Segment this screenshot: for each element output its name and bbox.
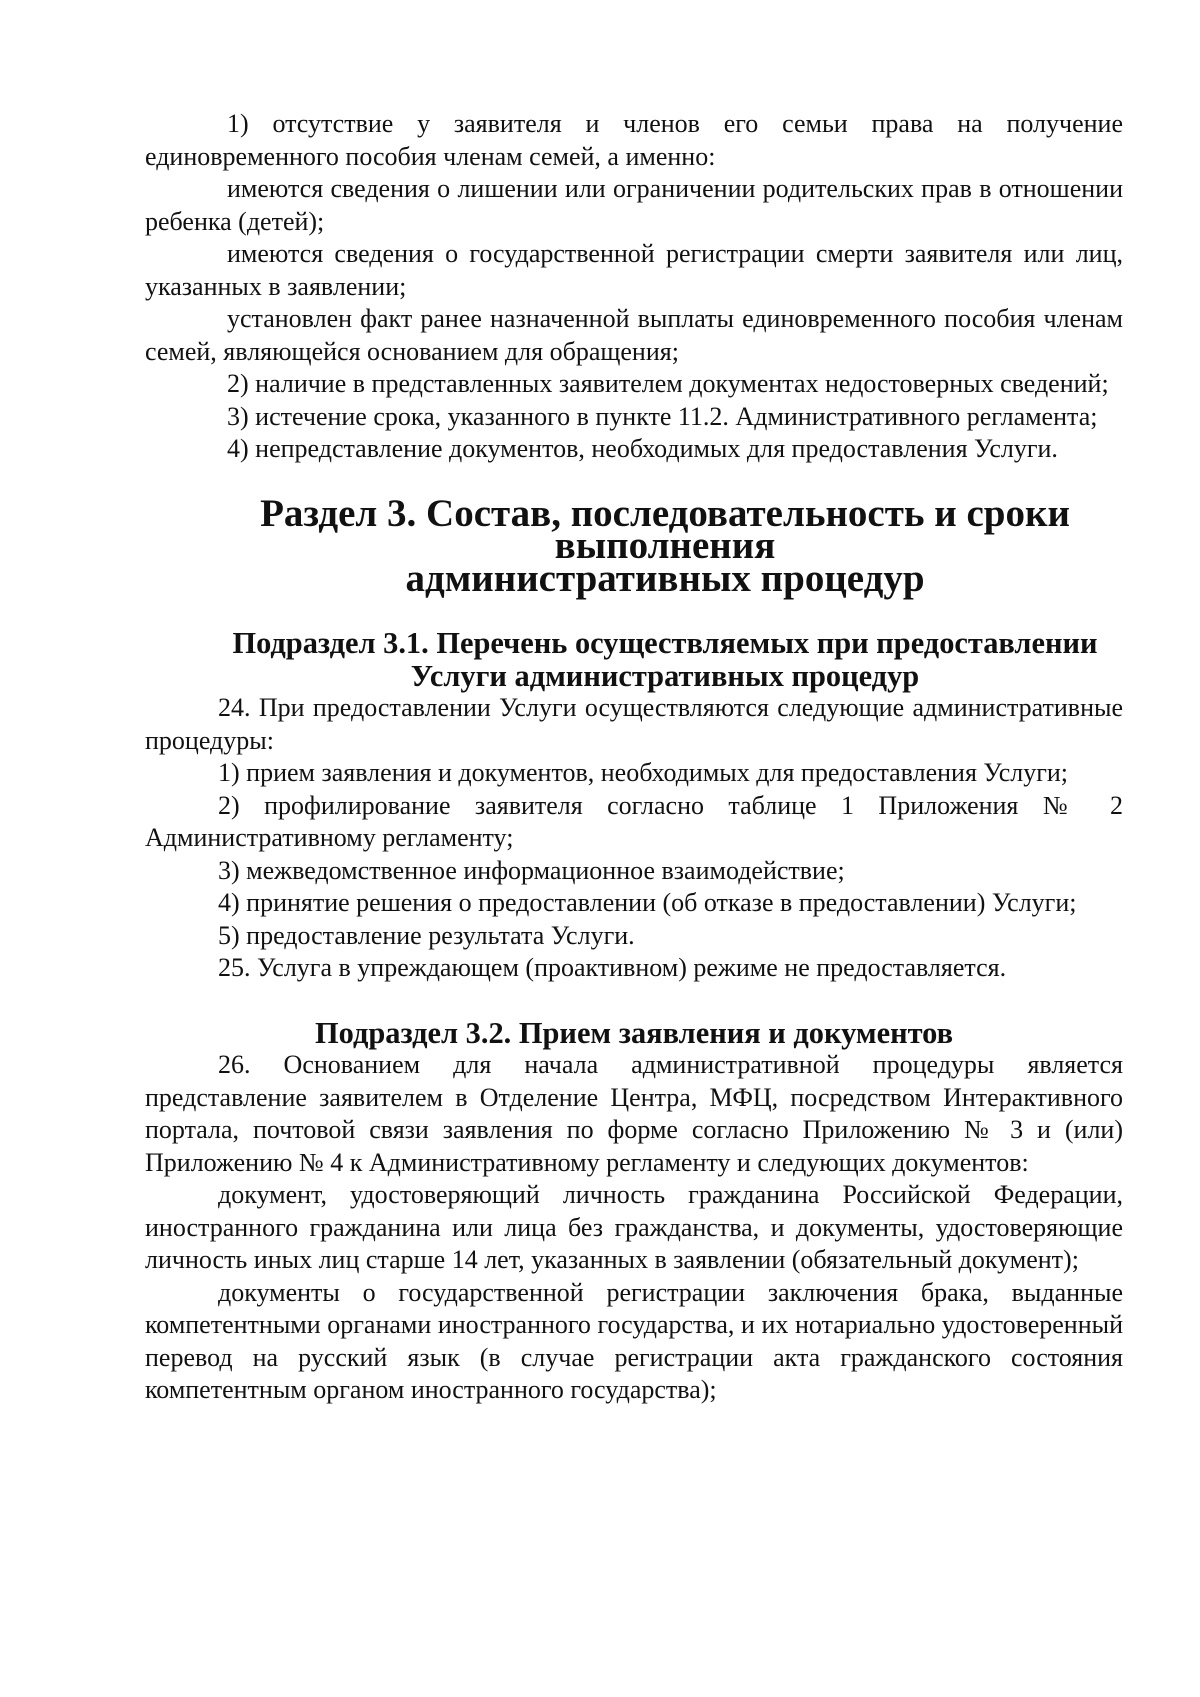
subsection-3-2-heading-title: Подраздел 3.2. Прием заявления и документов: [314, 1015, 954, 1050]
section-3-heading: [145, 491, 1123, 600]
paragraph-marriage-documents: документы о государственной регистрации заключения брака, выданные компетентными органами иностранного государства, и их нотариально удостоверенный перевод на русский язык (в случае регистрации акта гражданского состояния компетентным органом иностранного государства);: [145, 1277, 1123, 1404]
subsection-3-2-heading: [145, 1017, 1123, 1050]
paragraph-1-no-right: 1) отсутствие у заявителя и членов его семьи права на получение единовременного пособия членам семей, а именно:: [145, 109, 1123, 171]
paragraph-prior-payment: установлен факт ранее назначенной выплаты единовременного пособия членам семей, являющейся основанием для обращения;: [145, 304, 1123, 366]
paragraph-26-grounds: 26. Основанием для начала административной процедуры является представление заявителем в Отделение Центра, МФЦ, посредством Интерактивного портала, почтовой связи заявления по форме согласно Приложению № 3 и (или) Приложению № 4 к Административному регламенту и следующих документов:: [145, 1050, 1123, 1177]
paragraph-3-deadline-expired: 3) истечение срока, указанного в пункте 11.2. Административного регламента;: [227, 401, 1098, 431]
subsection-3-1-heading-line-1: Подраздел 3.1. Перечень осуществляемых при предоставлении: [232, 626, 1098, 660]
procedure-4-decision: 4) принятие решения о предоставлении (об отказе в предоставлении) Услуги;: [218, 888, 1077, 917]
subsection-3-1-heading-line-2: Услуги административных процедур: [410, 658, 920, 693]
paragraph-4-missing-documents: 4) непредставление документов, необходимых для предоставления Услуги.: [227, 434, 1058, 463]
paragraph-death-registration: имеются сведения о государственной регистрации смерти заявителя или лиц, указанных в заявлении;: [145, 239, 1123, 301]
procedure-1-reception: 1) прием заявления и документов, необходимых для предоставления Услуги;: [218, 758, 1069, 787]
section-3-heading-line-1: Раздел 3. Состав, последовательность и сроки выполнения: [260, 491, 1070, 567]
procedure-2-profiling: 2) профилирование заявителя согласно таблице 1 Приложения № 2 Административному регламенту;: [145, 790, 1123, 852]
section-3-heading-line-2: административных процедур: [405, 556, 925, 600]
document-page: [145, 108, 1123, 1407]
paragraph-25-proactive: 25. Услуга в упреждающем (проактивном) режиме не предоставляется.: [218, 953, 1007, 982]
subsection-3-1-heading: [145, 627, 1123, 692]
paragraph-24-procedures: 24. При предоставлении Услуги осуществляются следующие административные процедуры:: [145, 693, 1123, 755]
paragraph-identity-document: документ, удостоверяющий личность гражданина Российской Федерации, иностранного гражданина или лица без гражданства, и документы, удостоверяющие личность иных лиц старше 14 лет, указанных в заявлении (обязательный документ);: [145, 1180, 1123, 1274]
procedure-5-result: 5) предоставление результата Услуги.: [218, 920, 635, 950]
procedure-3-interagency: 3) межведомственное информационное взаимодействие;: [218, 855, 845, 885]
paragraph-2-false-info: 2) наличие в представленных заявителем документах недостоверных сведений;: [227, 369, 1109, 398]
paragraph-deprivation-rights: имеются сведения о лишении или ограничении родительских прав в отношении ребенка (детей);: [145, 174, 1123, 236]
